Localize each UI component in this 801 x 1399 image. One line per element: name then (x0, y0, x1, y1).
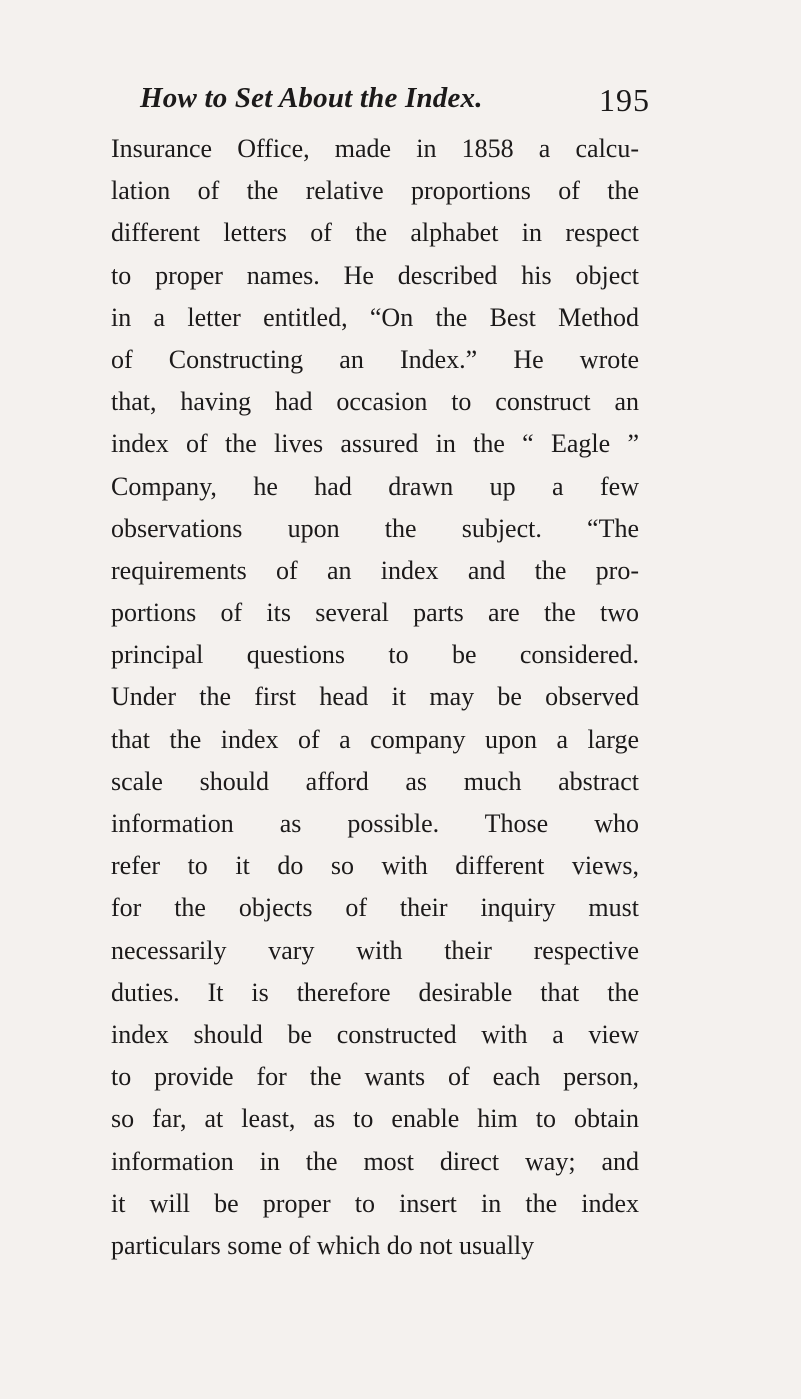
text-line: so far, at least, as to enable him to obtain (111, 1104, 639, 1134)
body-text (111, 128, 639, 1267)
text-line: to proper names. He described his object (111, 260, 639, 290)
text-line: index should be constructed with a view (111, 1019, 639, 1049)
text-line: particulars some of which do not usually (111, 1230, 535, 1260)
text-line: to provide for the wants of each person, (111, 1062, 639, 1092)
text-line: refer to it do so with different views, (111, 851, 639, 881)
text-line: that the index of a company upon a large (111, 724, 639, 754)
text-line: information as possible. Those who (111, 809, 639, 838)
text-line: that, having had occasion to construct an (111, 387, 639, 417)
text-line: in a letter entitled, “On the Best Method (111, 302, 639, 332)
text-line: lation of the relative proportions of the (111, 176, 639, 206)
running-head (140, 82, 650, 132)
text-line: Under the first head it may be observed (111, 682, 639, 712)
text-line: Insurance Office, made in 1858 a calcu- (111, 134, 639, 163)
text-line: it will be proper to insert in the index (111, 1188, 639, 1218)
text-line: requirements of an index and the pro- (111, 555, 639, 585)
text-line: different letters of the alphabet in respect (111, 218, 639, 248)
running-title: How to Set About the Index. (140, 82, 483, 114)
text-line: duties. It is therefore desirable that the (111, 977, 639, 1007)
text-line: Company, he had drawn up a few (111, 471, 639, 501)
text-line: scale should afford as much abstract (111, 766, 639, 796)
text-line: index of the lives assured in the “ Eagle ” (111, 429, 639, 459)
text-line: for the objects of their inquiry must (111, 893, 639, 923)
text-line: information in the most direct way; and (111, 1146, 639, 1176)
text-line: portions of its several parts are the two (111, 598, 639, 628)
text-line: of Constructing an Index.” He wrote (111, 344, 639, 374)
text-line: observations upon the subject. “The (111, 513, 639, 543)
text-line: principal questions to be considered. (111, 640, 639, 670)
text-line: necessarily vary with their respective (111, 935, 639, 965)
page-number: 195 (599, 82, 650, 118)
